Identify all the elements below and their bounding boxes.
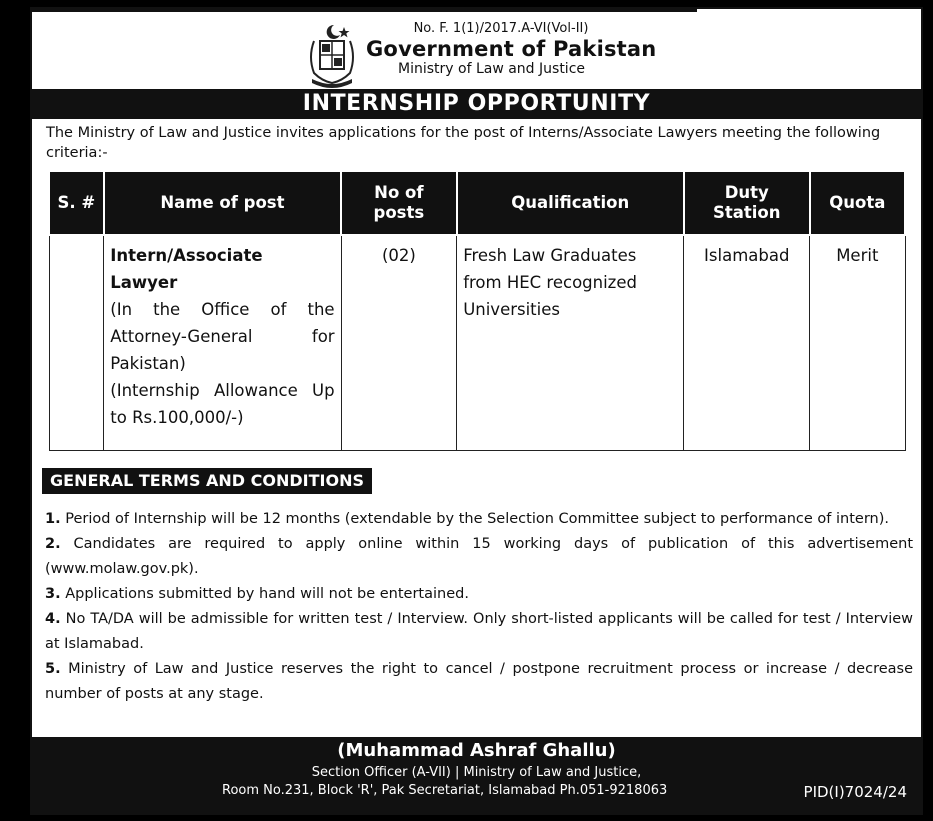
term-number: 2. (45, 536, 61, 552)
state-emblem-icon (304, 23, 360, 89)
post-note-allowance: (Internship Allowance Up to Rs.100,000/-) (110, 381, 335, 427)
list-item (45, 607, 913, 657)
term-text: Ministry of Law and Justice reserves the right to cancel / postpone recruitment process or increase / decrease number of posts at any stage. (45, 661, 913, 702)
terms-heading-label: GENERAL TERMS AND CONDITIONS (50, 471, 365, 490)
term-number: 4. (45, 611, 61, 627)
term-text: Applications submitted by hand will not be entertained. (65, 586, 469, 602)
footer (32, 737, 921, 813)
term-number: 5. (45, 661, 61, 677)
signatory-address: Room No.231, Block 'R', Pak Secretariat, Islamabad Ph.051-9218063 (222, 783, 668, 798)
table-row (49, 235, 905, 451)
header-sn: S. # (49, 172, 104, 235)
header-no: No of posts (341, 172, 457, 235)
cell-quota: Merit (810, 235, 905, 451)
table-header-row (49, 172, 905, 235)
list-item (45, 657, 913, 707)
cell-qualification: Fresh Law Graduates from HEC recognized Universities (457, 235, 684, 451)
post-note-office: (In the Office of the Attorney-General for Pakistan) (110, 300, 335, 373)
posts-table (48, 172, 906, 451)
term-number: 1. (45, 511, 61, 527)
term-number: 3. (45, 586, 61, 602)
top-divider (32, 9, 697, 12)
term-text: No TA/DA will be admissible for written test / Interview. Only short-listed applicants will be called for test / Interview at Islamabad. (45, 611, 914, 652)
advertisement (30, 7, 923, 815)
header-duty: Duty Station (684, 172, 810, 235)
signatory-name: (Muhammad Ashraf Ghallu) (337, 740, 616, 761)
signatory-designation: Section Officer (A-VII) | Ministry of Law and Justice, (311, 765, 642, 780)
header-name: Name of post (104, 172, 341, 235)
header-qualification: Qualification (457, 172, 684, 235)
intro-text: The Ministry of Law and Justice invites applications for the post of Interns/Associate Lawyers meeting the following criteria:- (46, 125, 881, 161)
header-quota: Quota (810, 172, 905, 235)
header (32, 19, 921, 94)
post-title: Intern/Associate Lawyer (110, 246, 263, 292)
page-title: INTERNSHIP OPPORTUNITY (32, 89, 921, 119)
list-item (45, 582, 913, 607)
list-item (45, 507, 913, 532)
cell-post (104, 235, 341, 451)
terms-heading (42, 468, 372, 494)
cell-no-of-posts: (02) (341, 235, 457, 451)
ministry-title: Ministry of Law and Justice (398, 61, 586, 77)
file-number: No. F. 1(1)/2017.A-VI(Vol-II) (413, 21, 589, 36)
pid-code: PID(I)7024/24 (803, 783, 907, 801)
list-item (45, 532, 913, 582)
cell-sn (49, 235, 104, 451)
term-text: Period of Internship will be 12 months (extendable by the Selection Committee subject to performance of intern). (65, 511, 890, 527)
government-title: Government of Pakistan (366, 37, 657, 61)
terms-list (45, 507, 913, 707)
term-text: Candidates are required to apply online within 15 working days of publication of this advertisement (www.molaw.gov.pk). (45, 536, 913, 577)
cell-duty-station: Islamabad (684, 235, 810, 451)
